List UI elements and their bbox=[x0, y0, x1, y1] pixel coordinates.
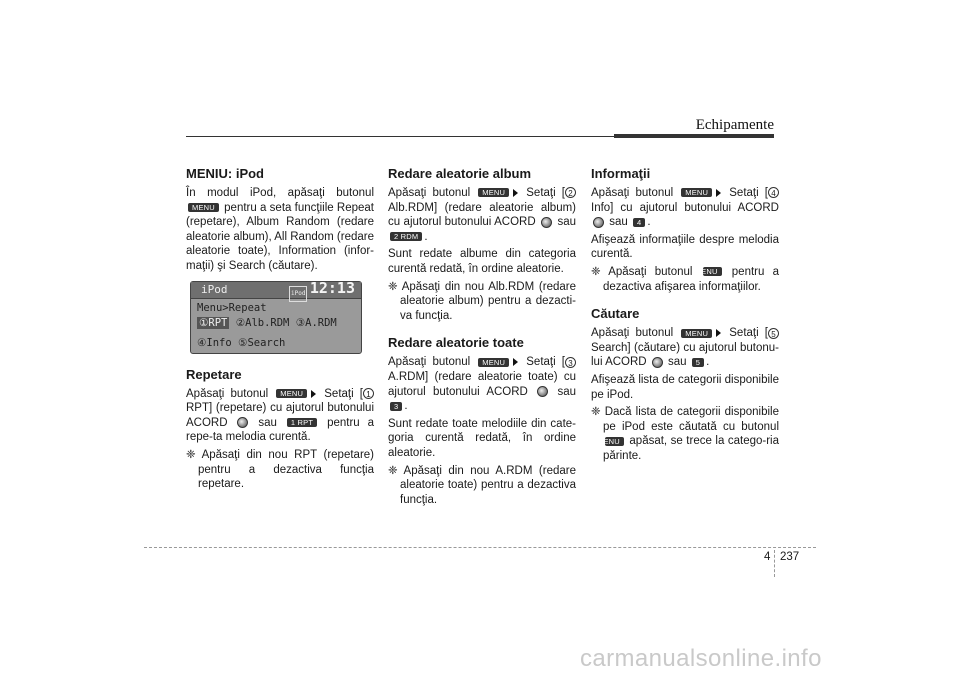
arrow-right-icon bbox=[311, 390, 316, 398]
page-number: 237 bbox=[780, 551, 800, 563]
info-description: Afişează informaţiile despre melodia curentă. bbox=[591, 233, 779, 261]
lcd-clock: 12:13 bbox=[309, 278, 355, 297]
album-random-description: Sunt redate albume din categoria curentă redată, în ordine aleatorie. bbox=[388, 248, 576, 275]
lcd-option-rpt: ①RPT bbox=[199, 316, 228, 329]
lcd-option-info: ④Info bbox=[197, 336, 232, 349]
arrow-right-icon bbox=[513, 189, 518, 197]
tune-knob-icon bbox=[593, 217, 604, 228]
all-random-description: Sunt redate toate melodiile din cate-goria curentă redată, în ordine aleatorie. bbox=[388, 417, 576, 459]
number-5-icon: 5 bbox=[768, 328, 779, 339]
lcd-source-label: iPod bbox=[201, 282, 228, 296]
footer-rule bbox=[144, 547, 816, 548]
lcd-option-random: ②Alb.RDM ③A.RDM bbox=[235, 316, 337, 329]
section-heading-album-random: Redare aleatorie album bbox=[388, 166, 532, 181]
all-random-paragraph: Apăsaţi butonul MENU Setaţi [ 3 A.RDM] (redare aleatorie toate) cu ajutorul butonului ACORD sau 3 . bbox=[388, 356, 577, 413]
button-5-icon: 5 bbox=[692, 358, 704, 367]
column-2 bbox=[388, 166, 576, 510]
info-note: ❈ Apăsaţi butonul MENU pentru a dezactiva afişarea informaţiilor. bbox=[591, 265, 779, 293]
section-heading-repeat: Repetare bbox=[186, 366, 242, 382]
ipod-lcd-display bbox=[190, 278, 362, 354]
rpt-button-icon: 1 RPT bbox=[287, 418, 317, 427]
menu-button-icon: MENU bbox=[681, 188, 712, 197]
header-rule bbox=[186, 136, 614, 137]
rdm-button-icon: 2 RDM bbox=[390, 232, 422, 241]
number-4-icon: 4 bbox=[768, 187, 779, 198]
lcd-options-row-1 bbox=[197, 316, 357, 330]
tune-knob-icon bbox=[537, 386, 548, 397]
section-heading-menu-ipod: MENIU: iPod bbox=[186, 166, 264, 181]
search-description: Afişează lista de categorii disponibile pe iPod. bbox=[591, 373, 779, 401]
section-heading-search: Căutare bbox=[591, 306, 640, 322]
arrow-right-icon bbox=[716, 329, 721, 337]
header-rule-accent bbox=[614, 134, 774, 138]
info-paragraph: Apăsaţi butonul MENU Setaţi [ 4 Info] cu ajutorul butonului ACORD sau 4 . bbox=[591, 187, 779, 229]
search-paragraph: Apăsaţi butonul MENU Setaţi [ 5 Search] (căutare) cu ajutorul butonu-lui ACORD sau 5 . bbox=[591, 327, 779, 369]
button-4-icon: 4 bbox=[633, 218, 645, 227]
lcd-status-bar bbox=[191, 278, 361, 299]
page-header-title: Echipamente bbox=[695, 117, 774, 133]
arrow-right-icon bbox=[716, 189, 721, 197]
menu-button-icon: MENU bbox=[478, 188, 509, 197]
menu-button-icon: MENU bbox=[276, 389, 307, 398]
all-random-note: ❈ Apăsaţi din nou A.RDM (redare aleatorie toate) pentru a dezactiva funcţia. bbox=[388, 464, 576, 506]
repeat-note: ❈ Apăsaţi din nou RPT (repetare) pentru a dezactiva funcţia repetare. bbox=[186, 448, 374, 491]
lcd-ipod-badge: iPod bbox=[289, 286, 307, 303]
number-2-icon: 2 bbox=[565, 187, 576, 198]
lcd-option-search: ⑤Search bbox=[238, 336, 286, 349]
chapter-number: 4 bbox=[764, 551, 771, 563]
menu-button-icon: MENU bbox=[703, 267, 722, 276]
menu-button-icon: MENU bbox=[681, 329, 712, 338]
column-3 bbox=[591, 166, 779, 467]
number-3-icon: 3 bbox=[565, 357, 576, 368]
watermark: carmanualsonline.info bbox=[580, 645, 822, 672]
repeat-paragraph: Apăsaţi butonul MENU Setaţi [ 1 RPT] (repetare) cu ajutorul butonului ACORD sau 1 RPT pentru a repe-ta melodia curentă. bbox=[186, 387, 375, 444]
menu-button-icon: MENU bbox=[188, 203, 219, 212]
search-note: ❈ Dacă lista de categorii disponibile pe iPod este căutată cu butonul MENU apăsat, se trece la catego-ria părinte. bbox=[591, 406, 779, 462]
album-random-note: ❈ Apăsaţi din nou Alb.RDM (redare aleatorie album) pentru a dezacti-va funcţia. bbox=[388, 280, 576, 322]
number-1-icon: 1 bbox=[363, 388, 374, 399]
menu-button-icon: MENU bbox=[478, 358, 509, 367]
lcd-menu-path: Menu>Repeat bbox=[197, 301, 267, 314]
section-heading-info: Informaţii bbox=[591, 166, 651, 181]
button-3-icon: 3 bbox=[390, 402, 402, 411]
section-heading-all-random: Redare aleatorie toate bbox=[388, 335, 524, 351]
tune-knob-icon bbox=[541, 217, 552, 228]
lcd-options-row-2 bbox=[197, 336, 357, 350]
page-number-separator bbox=[774, 550, 775, 577]
menu-button-icon: MENU bbox=[605, 437, 624, 446]
tune-knob-icon bbox=[237, 417, 248, 428]
album-random-paragraph: Apăsaţi butonul MENU Setaţi [ 2 Alb.RDM] (redare aleatorie album) cu ajutorul butonului ACORD sau 2 RDM . bbox=[388, 187, 576, 243]
column-1 bbox=[186, 166, 374, 495]
arrow-right-icon bbox=[513, 358, 518, 366]
intro-paragraph: În modul iPod, apăsaţi butonul MENU pentru a seta funcţiile Repeat (repetare), Album Random (redare aleatorie album), All Random (redare aleatorie toate), Information (infor-maţii) şi Search (căutare). bbox=[186, 187, 374, 272]
tune-knob-icon bbox=[652, 357, 663, 368]
